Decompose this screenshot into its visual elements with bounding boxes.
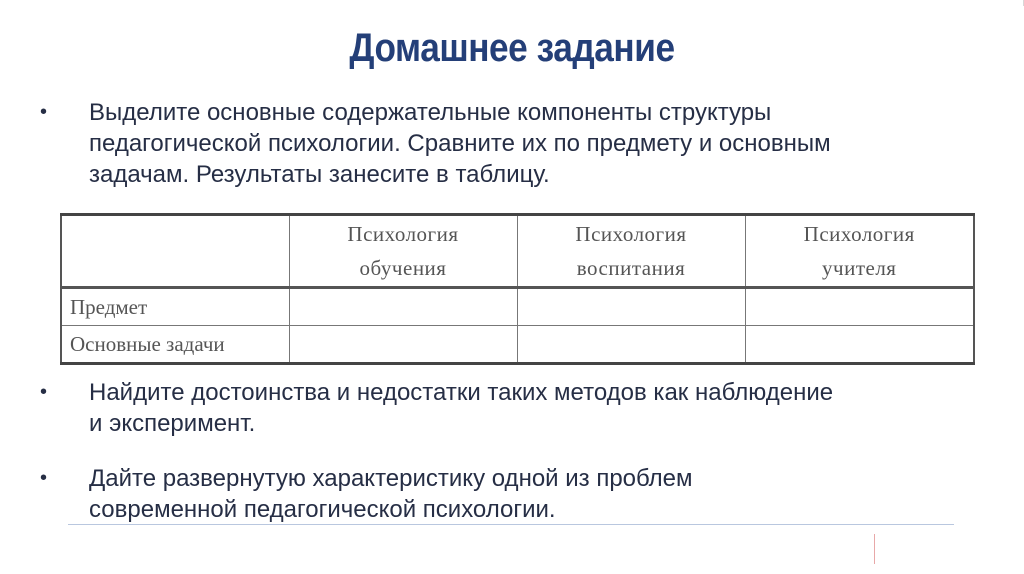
comparison-table: [60, 213, 975, 365]
bullet-text: Найдите достоинства и недостатки таких методов как наблюдение и эксперимент.: [89, 379, 834, 437]
row-label: Предмет: [61, 288, 289, 326]
table-cell: [289, 326, 517, 364]
corner-decoration: [1005, 0, 1024, 6]
table-cell: [745, 326, 974, 364]
footer-divider: [68, 524, 954, 525]
column-header: Психология обучения: [289, 215, 517, 288]
bullet-text: Выделите основные содержательные компоненты структуры педагогической психологии. Сравните их по предмету и основным задачам. Результаты занесите в таблицу.: [89, 99, 831, 188]
table-row: [61, 326, 974, 364]
page-title: Домашнее задание: [349, 26, 675, 70]
row-label: Основные задачи: [61, 326, 289, 364]
bullet-icon: •: [40, 381, 48, 403]
bullet-text: Дайте развернутую характеристику одной из проблем современной педагогической психологии.: [89, 465, 693, 523]
column-header: Психология учителя: [745, 215, 974, 288]
table-cell: [745, 288, 974, 326]
table-corner-cell: [61, 215, 289, 288]
table-cell: [289, 288, 517, 326]
table-cell: [517, 326, 745, 364]
table-row: [61, 288, 974, 326]
footer-accent-mark: [874, 534, 875, 564]
bullet-icon: •: [40, 467, 48, 489]
table-cell: [517, 288, 745, 326]
bullet-icon: •: [40, 101, 48, 123]
table-header-row: [61, 215, 974, 288]
column-header: Психология воспитания: [517, 215, 745, 288]
